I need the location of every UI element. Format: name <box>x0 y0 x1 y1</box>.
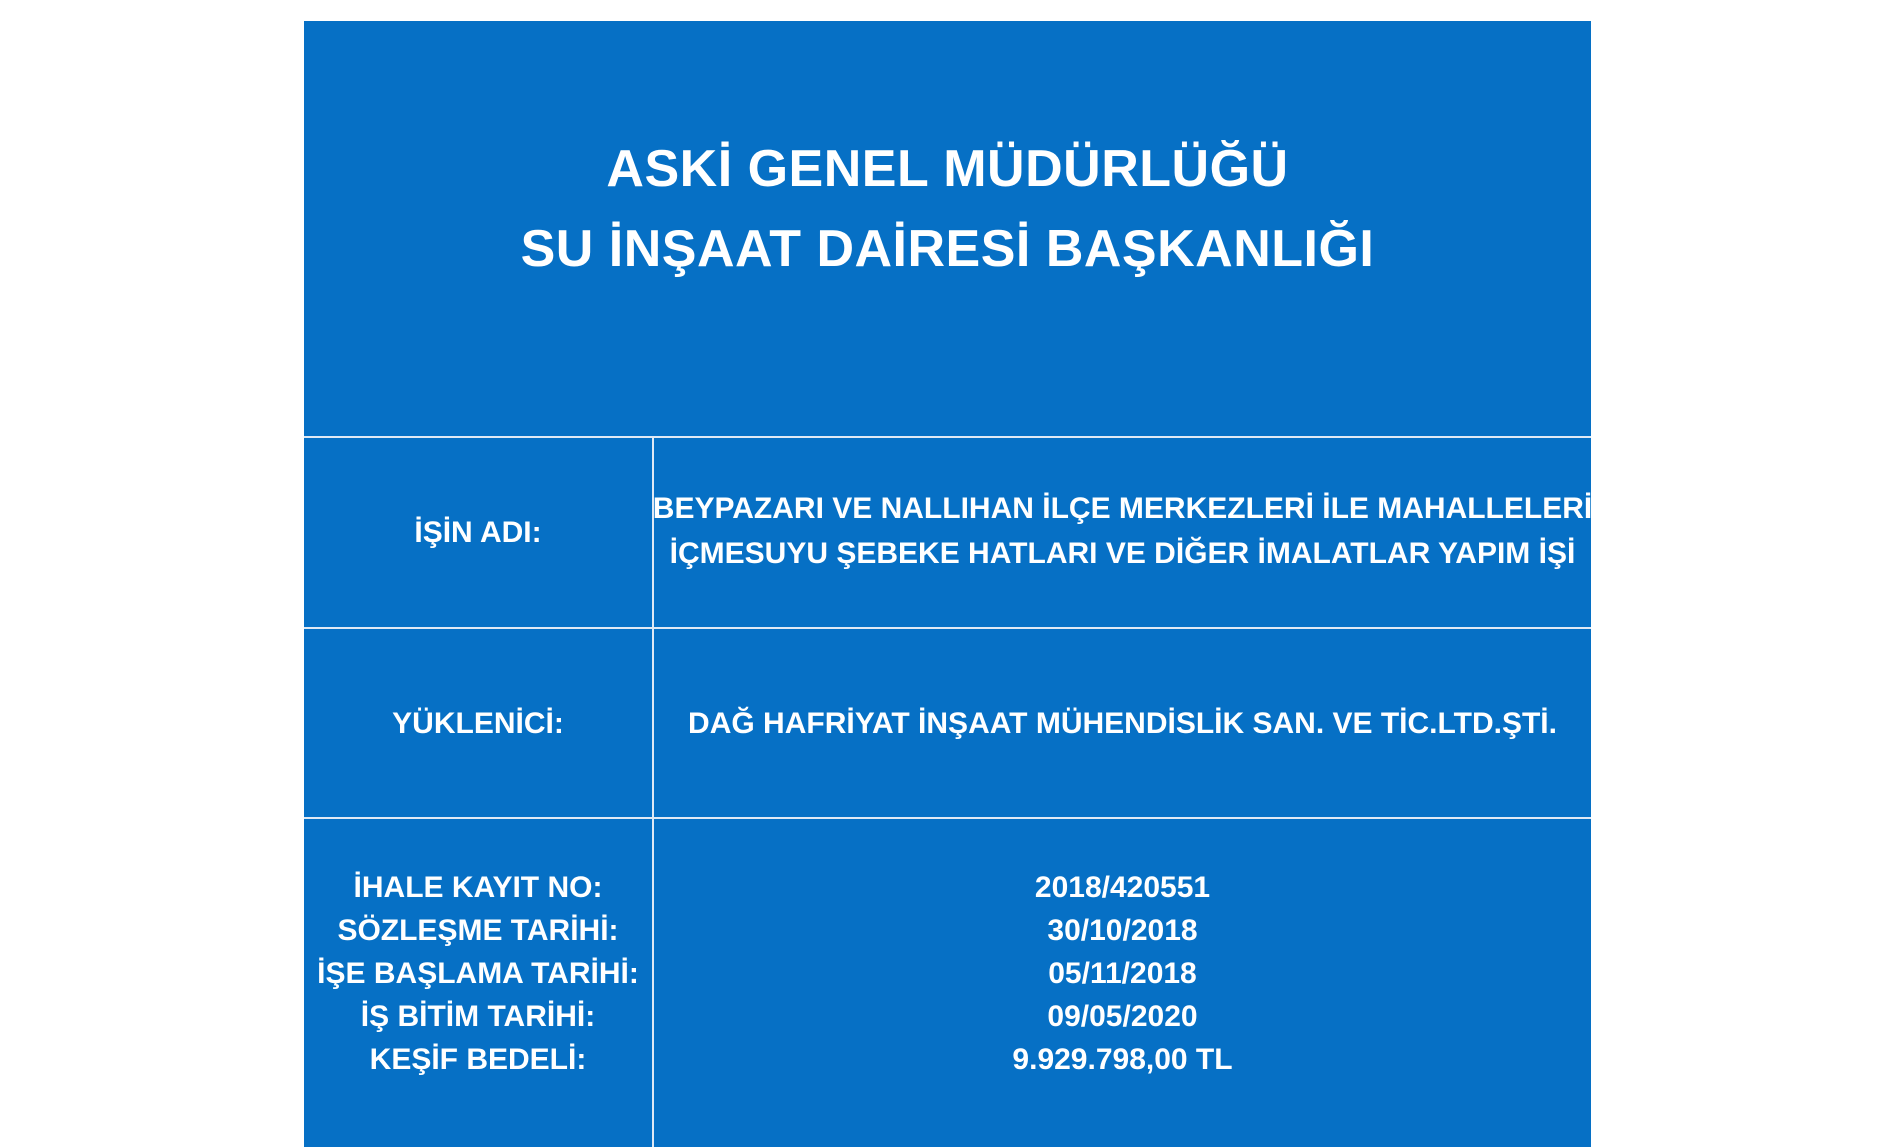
details-value-cell <box>654 819 1591 1147</box>
sign-header <box>304 21 1591 436</box>
end-date-label: İŞ BİTİM TARİHİ: <box>360 999 596 1033</box>
project-name-value-cell <box>654 438 1591 627</box>
header-organization: ASKİ GENEL MÜDÜRLÜĞÜ <box>606 139 1289 198</box>
contractor-value-cell <box>654 629 1591 817</box>
contractor-label-cell <box>304 629 652 817</box>
project-name-line-1: BEYPAZARI VE NALLIHAN İLÇE MERKEZLERİ İLE MAHALLELERİ <box>652 491 1593 525</box>
project-sign-board <box>304 21 1591 1147</box>
end-date-value: 09/05/2020 <box>1047 999 1198 1033</box>
contractor-value: DAĞ HAFRİYAT İNŞAAT MÜHENDİSLİK SAN. VE TİC.LTD.ŞTİ. <box>688 706 1557 740</box>
tender-number-value: 2018/420551 <box>1034 870 1211 904</box>
details-label-cell <box>304 819 652 1147</box>
contract-date-label: SÖZLEŞME TARİHİ: <box>337 913 619 947</box>
contractor-label: YÜKLENİCİ: <box>392 706 564 740</box>
estimated-cost-label: KEŞİF BEDELİ: <box>369 1042 587 1076</box>
contract-date-value: 30/10/2018 <box>1047 913 1198 947</box>
header-department: SU İNŞAAT DAİRESİ BAŞKANLIĞI <box>520 219 1375 278</box>
project-name-label: İŞİN ADI: <box>414 516 542 549</box>
project-name-label-cell <box>304 438 652 627</box>
start-date-label: İŞE BAŞLAMA TARİHİ: <box>317 956 639 990</box>
project-name-line-2: İÇMESUYU ŞEBEKE HATLARI VE DİĞER İMALATLAR YAPIM İŞİ <box>669 536 1576 570</box>
tender-number-label: İHALE KAYIT NO: <box>353 870 603 904</box>
estimated-cost-value: 9.929.798,00 TL <box>1012 1042 1233 1076</box>
start-date-value: 05/11/2018 <box>1048 956 1197 990</box>
